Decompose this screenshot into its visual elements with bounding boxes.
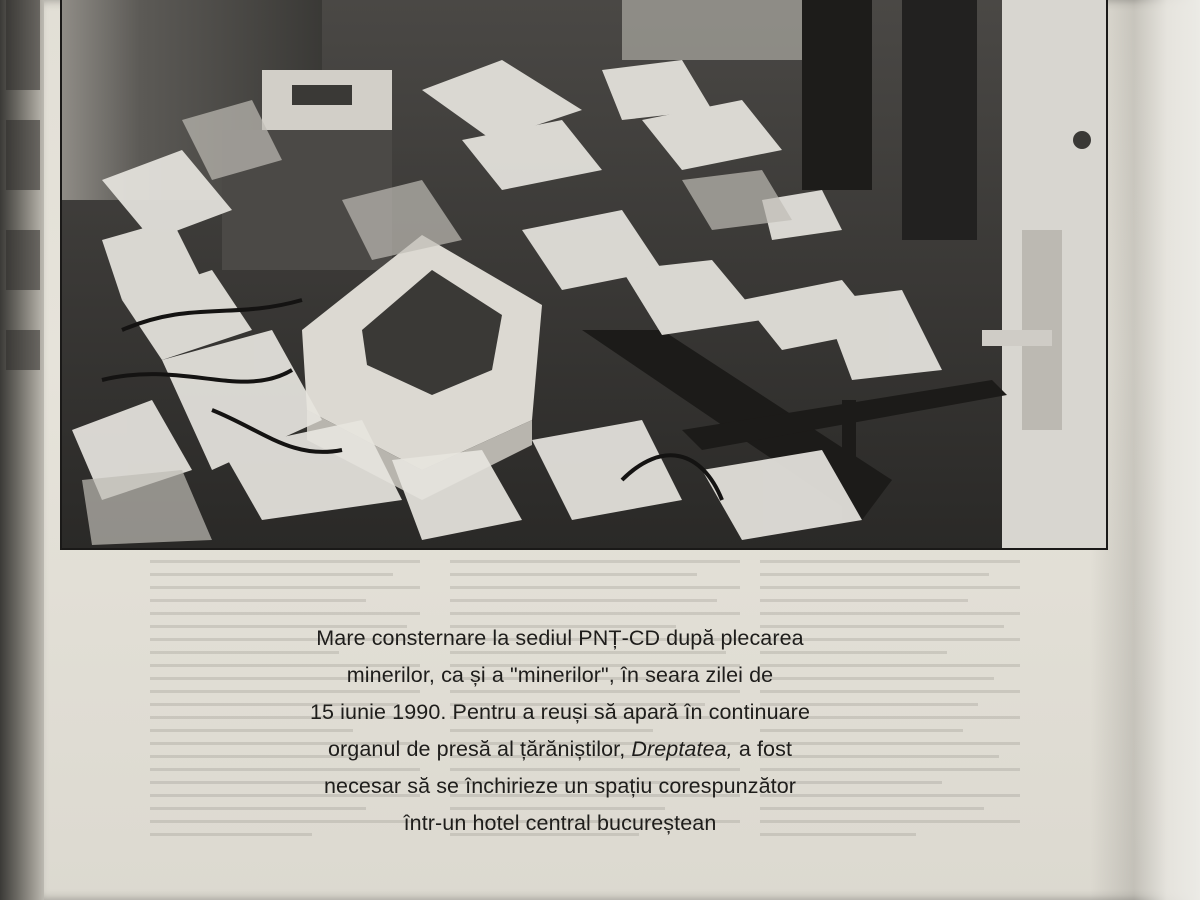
adjacent-page-edge <box>0 0 48 900</box>
caption-line: 15 iunie 1990. Pentru a reuși să apară în continuare <box>309 700 811 724</box>
caption-line <box>210 731 910 768</box>
newspaper-photo <box>60 0 1108 550</box>
caption-text: a fost <box>732 737 793 761</box>
caption-line: minerilor, ca și a "minerilor", în seara zilei de <box>346 663 774 687</box>
photo-icon <box>62 0 1106 548</box>
caption-line: necesar să se închirieze un spațiu corespunzător <box>323 774 797 798</box>
caption-line: Mare consternare la sediul PNȚ-CD după plecarea <box>316 626 804 650</box>
newspaper-title: Dreptatea, <box>631 737 733 761</box>
caption-text: organul de presă al țărăniștilor, <box>327 737 632 761</box>
photo-caption <box>210 620 910 842</box>
caption-line: într-un hotel central bucureștean <box>403 811 717 835</box>
